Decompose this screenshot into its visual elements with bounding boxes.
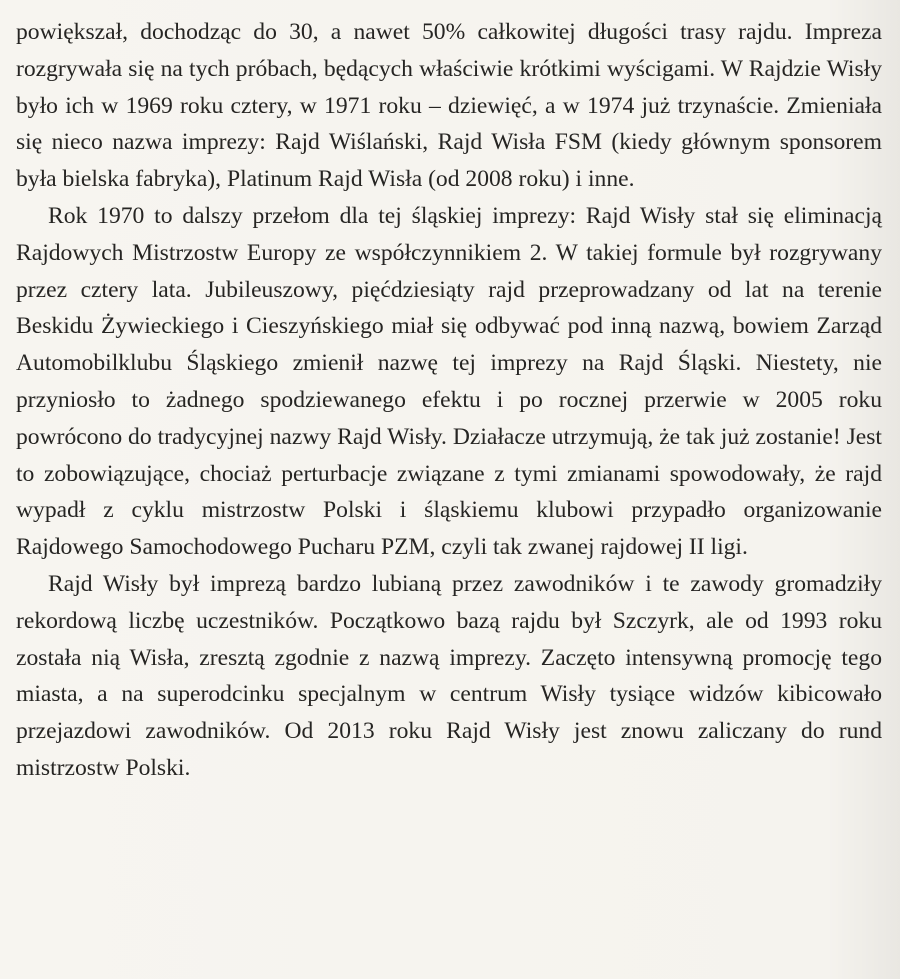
paragraph-rok-1970: Rok 1970 to dalszy przełom dla tej śląskiej imprezy: Rajd Wisły stał się eliminacją Rajdowych Mistrzostw Europy ze współczynnikiem 2. W takiej formule był rozgrywany przez cztery lata. Jubileuszowy, pięćdziesiąty rajd przeprowadzany od lat na terenie Beskidu Żywieckiego i Cieszyńskiego miał się odbywać pod inną nazwą, bowiem Zarząd Automobilklubu Śląskiego zmienił nazwę tej imprezy na Rajd Śląski. Niestety, nie przyniosło to żadnego spodziewanego efektu i po rocznej przerwie w 2005 roku powrócono do tradycyjnej nazwy Rajd Wisły. Działacze utrzymują, że tak już zostanie! Jest to zobowiązujące, chociaż perturbacje związane z tymi zmianami spowodowały, że rajd wypadł z cyklu mistrzostw Polski i śląskiemu klubowi przypadło organizowanie Rajdowego Samochodowego Pucharu PZM, czyli tak zwanej rajdowej II ligi. — [16, 202, 882, 561]
paragraph-continuation: powiększał, dochodząc do 30, a nawet 50% całkowitej długości trasy rajdu. Impreza rozgrywała się na tych próbach, będących właściwie krótkimi wyścigami. W Rajdzie Wisły było ich w 1969 roku cztery, w 1971 roku – dziewięć, a w 1974 już trzynaście. Zmieniała się nieco nazwa imprezy: Rajd Wiślański, Rajd Wisła FSM (kiedy głównym sponsorem była bielska fabryka), Platinum Rajd Wisła (od 2008 roku) i inne. — [16, 19, 882, 193]
paragraph-rajd-wisly-lubiany: Rajd Wisły był imprezą bardzo lubianą przez zawodników i te zawody gromadziły rekordową liczbę uczestników. Początkowo bazą rajdu był Szczyrk, ale od 1993 roku została nią Wisła, zresztą zgodnie z nazwą imprezy. Zaczęto intensywną promocję tego miasta, a na superodcinku specjalnym w centrum Wisły tysiące widzów kibicowało przejazdowi zawodników. Od 2013 roku Rajd Wisły jest znowu zaliczany do rund mistrzostw Polski. — [16, 570, 882, 781]
